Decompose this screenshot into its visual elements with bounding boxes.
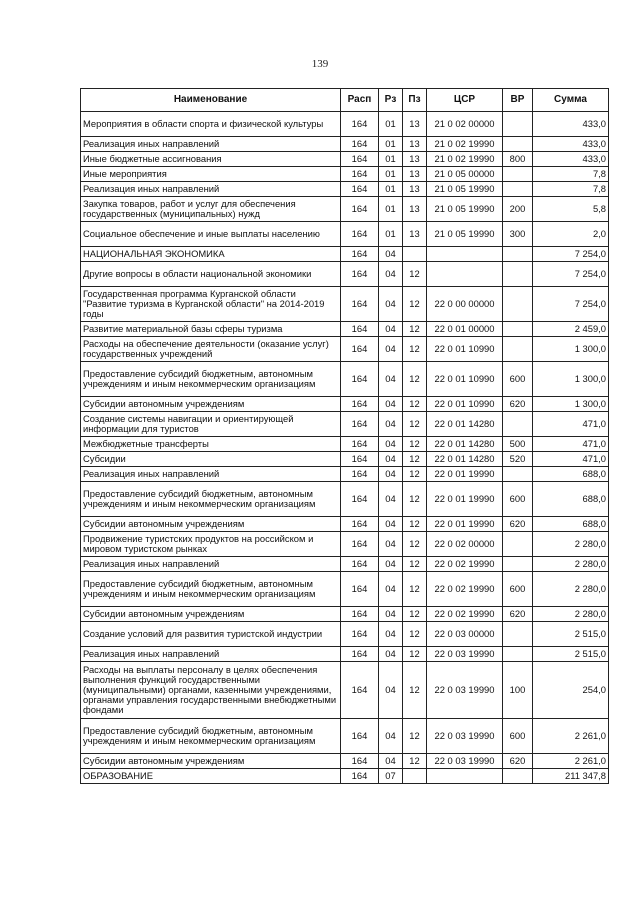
row-sum-cell: 2 261,0 xyxy=(533,754,609,769)
row-rasp-cell: 164 xyxy=(341,167,379,182)
row-name-cell: Создание системы навигации и ориентирующей информации для туристов xyxy=(81,412,341,437)
row-rz-cell: 04 xyxy=(379,647,403,662)
row-pz-cell: 13 xyxy=(403,222,427,247)
row-pz-cell: 12 xyxy=(403,397,427,412)
row-vr-cell xyxy=(503,647,533,662)
table-row xyxy=(81,197,609,222)
row-sum-cell: 2 280,0 xyxy=(533,607,609,622)
row-name-cell: Предоставление субсидий бюджетным, автономным учреждениям и иным некоммерческим организациям xyxy=(81,719,341,754)
row-csr-cell: 22 0 01 10990 xyxy=(427,337,503,362)
row-csr-cell: 22 0 01 19990 xyxy=(427,467,503,482)
row-rasp-cell: 164 xyxy=(341,452,379,467)
row-sum-cell: 2 280,0 xyxy=(533,572,609,607)
row-sum-cell: 433,0 xyxy=(533,112,609,137)
row-csr-cell: 22 0 03 19990 xyxy=(427,662,503,719)
row-csr-cell: 22 0 01 10990 xyxy=(427,362,503,397)
row-vr-cell xyxy=(503,337,533,362)
row-pz-cell: 12 xyxy=(403,412,427,437)
row-csr-cell: 22 0 01 14280 xyxy=(427,412,503,437)
row-vr-cell xyxy=(503,769,533,784)
row-vr-cell xyxy=(503,287,533,322)
row-csr-cell: 21 0 05 00000 xyxy=(427,167,503,182)
header-rz: Рз xyxy=(379,89,403,112)
table-row xyxy=(81,557,609,572)
row-csr-cell: 22 0 03 19990 xyxy=(427,754,503,769)
table-row xyxy=(81,262,609,287)
row-pz-cell: 12 xyxy=(403,337,427,362)
row-sum-cell: 1 300,0 xyxy=(533,397,609,412)
table-body xyxy=(81,112,609,784)
row-name-cell: Предоставление субсидий бюджетным, автономным учреждениям и иным некоммерческим организациям xyxy=(81,362,341,397)
row-pz-cell: 12 xyxy=(403,437,427,452)
row-name-cell: Создание условий для развития туристской индустрии xyxy=(81,622,341,647)
row-sum-cell: 2 280,0 xyxy=(533,557,609,572)
row-rz-cell: 04 xyxy=(379,452,403,467)
table-row xyxy=(81,182,609,197)
table-row xyxy=(81,719,609,754)
row-vr-cell xyxy=(503,167,533,182)
row-name-cell: Иные бюджетные ассигнования xyxy=(81,152,341,167)
row-rz-cell: 01 xyxy=(379,222,403,247)
row-rz-cell: 01 xyxy=(379,182,403,197)
row-vr-cell: 600 xyxy=(503,482,533,517)
row-pz-cell: 12 xyxy=(403,322,427,337)
row-vr-cell: 800 xyxy=(503,152,533,167)
row-vr-cell xyxy=(503,247,533,262)
row-rz-cell: 04 xyxy=(379,622,403,647)
row-pz-cell: 12 xyxy=(403,452,427,467)
row-rasp-cell: 164 xyxy=(341,572,379,607)
row-pz-cell xyxy=(403,769,427,784)
row-rasp-cell: 164 xyxy=(341,287,379,322)
row-pz-cell: 12 xyxy=(403,287,427,322)
row-csr-cell: 21 0 02 00000 xyxy=(427,112,503,137)
table-header-row xyxy=(81,89,609,112)
row-sum-cell: 1 300,0 xyxy=(533,362,609,397)
row-name-cell: Расходы на обеспечение деятельности (оказание услуг) государственных учреждений xyxy=(81,337,341,362)
row-vr-cell: 200 xyxy=(503,197,533,222)
row-sum-cell: 433,0 xyxy=(533,152,609,167)
row-name-cell: Субсидии автономным учреждениям xyxy=(81,607,341,622)
row-rasp-cell: 164 xyxy=(341,322,379,337)
row-pz-cell: 12 xyxy=(403,622,427,647)
row-pz-cell xyxy=(403,247,427,262)
table-row xyxy=(81,622,609,647)
row-vr-cell xyxy=(503,262,533,287)
row-rasp-cell: 164 xyxy=(341,532,379,557)
row-vr-cell xyxy=(503,412,533,437)
row-rasp-cell: 164 xyxy=(341,662,379,719)
row-rz-cell: 04 xyxy=(379,322,403,337)
row-csr-cell: 22 0 02 00000 xyxy=(427,532,503,557)
row-rz-cell: 01 xyxy=(379,112,403,137)
header-pz: Пз xyxy=(403,89,427,112)
row-rz-cell: 04 xyxy=(379,754,403,769)
row-vr-cell: 600 xyxy=(503,362,533,397)
row-csr-cell: 21 0 05 19990 xyxy=(427,182,503,197)
row-rz-cell: 04 xyxy=(379,337,403,362)
row-name-cell: Другие вопросы в области национальной экономики xyxy=(81,262,341,287)
table-row xyxy=(81,437,609,452)
row-name-cell: Субсидии автономным учреждениям xyxy=(81,397,341,412)
row-rasp-cell: 164 xyxy=(341,362,379,397)
row-pz-cell: 12 xyxy=(403,754,427,769)
row-name-cell: Государственная программа Курганской области "Развитие туризма в Курганской области" на 2014-2019 годы xyxy=(81,287,341,322)
row-csr-cell xyxy=(427,262,503,287)
row-name-cell: Закупка товаров, работ и услуг для обеспечения государственных (муниципальных) нужд xyxy=(81,197,341,222)
row-pz-cell: 12 xyxy=(403,607,427,622)
row-rz-cell: 04 xyxy=(379,719,403,754)
row-rz-cell: 07 xyxy=(379,769,403,784)
row-rasp-cell: 164 xyxy=(341,397,379,412)
row-pz-cell: 13 xyxy=(403,182,427,197)
row-pz-cell: 12 xyxy=(403,557,427,572)
row-pz-cell: 13 xyxy=(403,197,427,222)
table-row xyxy=(81,532,609,557)
row-vr-cell xyxy=(503,322,533,337)
table-row xyxy=(81,482,609,517)
row-rasp-cell: 164 xyxy=(341,719,379,754)
row-csr-cell: 22 0 00 00000 xyxy=(427,287,503,322)
row-rz-cell: 04 xyxy=(379,262,403,287)
row-rasp-cell: 164 xyxy=(341,517,379,532)
row-rz-cell: 04 xyxy=(379,362,403,397)
row-csr-cell: 22 0 03 19990 xyxy=(427,719,503,754)
row-rasp-cell: 164 xyxy=(341,622,379,647)
row-sum-cell: 2 515,0 xyxy=(533,622,609,647)
row-pz-cell: 12 xyxy=(403,647,427,662)
row-rz-cell: 01 xyxy=(379,137,403,152)
table-row xyxy=(81,662,609,719)
row-pz-cell: 12 xyxy=(403,467,427,482)
row-csr-cell: 21 0 02 19990 xyxy=(427,152,503,167)
row-csr-cell: 22 0 01 14280 xyxy=(427,437,503,452)
row-pz-cell: 12 xyxy=(403,662,427,719)
table-row xyxy=(81,152,609,167)
row-rz-cell: 01 xyxy=(379,167,403,182)
row-pz-cell: 12 xyxy=(403,517,427,532)
row-rasp-cell: 164 xyxy=(341,262,379,287)
row-rasp-cell: 164 xyxy=(341,467,379,482)
row-name-cell: Продвижение туристских продуктов на российском и мировом туристском рынках xyxy=(81,532,341,557)
row-sum-cell: 688,0 xyxy=(533,467,609,482)
table-row xyxy=(81,287,609,322)
row-name-cell: Субсидии автономным учреждениям xyxy=(81,754,341,769)
row-pz-cell: 12 xyxy=(403,572,427,607)
row-sum-cell: 211 347,8 xyxy=(533,769,609,784)
budget-table xyxy=(80,88,609,784)
row-rz-cell: 04 xyxy=(379,397,403,412)
table-row xyxy=(81,222,609,247)
table-row xyxy=(81,362,609,397)
row-name-cell: Реализация иных направлений xyxy=(81,557,341,572)
row-name-cell: Реализация иных направлений xyxy=(81,137,341,152)
table-row xyxy=(81,412,609,437)
row-sum-cell: 2 261,0 xyxy=(533,719,609,754)
row-rasp-cell: 164 xyxy=(341,769,379,784)
row-rasp-cell: 164 xyxy=(341,222,379,247)
row-vr-cell: 300 xyxy=(503,222,533,247)
row-rasp-cell: 164 xyxy=(341,437,379,452)
row-vr-cell: 620 xyxy=(503,397,533,412)
row-sum-cell: 2 515,0 xyxy=(533,647,609,662)
row-rz-cell: 04 xyxy=(379,287,403,322)
row-sum-cell: 7,8 xyxy=(533,167,609,182)
row-vr-cell xyxy=(503,557,533,572)
row-name-cell: НАЦИОНАЛЬНАЯ ЭКОНОМИКА xyxy=(81,247,341,262)
row-name-cell: Субсидии xyxy=(81,452,341,467)
row-name-cell: Предоставление субсидий бюджетным, автономным учреждениям и иным некоммерческим организациям xyxy=(81,482,341,517)
row-csr-cell xyxy=(427,769,503,784)
table-row xyxy=(81,137,609,152)
row-csr-cell: 22 0 03 00000 xyxy=(427,622,503,647)
row-sum-cell: 5,8 xyxy=(533,197,609,222)
header-csr: ЦСР xyxy=(427,89,503,112)
row-pz-cell: 13 xyxy=(403,112,427,137)
row-rz-cell: 04 xyxy=(379,572,403,607)
row-rz-cell: 04 xyxy=(379,517,403,532)
row-pz-cell: 12 xyxy=(403,262,427,287)
row-name-cell: Субсидии автономным учреждениям xyxy=(81,517,341,532)
row-name-cell: Развитие материальной базы сферы туризма xyxy=(81,322,341,337)
row-vr-cell: 600 xyxy=(503,572,533,607)
table-row xyxy=(81,167,609,182)
row-name-cell: Реализация иных направлений xyxy=(81,467,341,482)
header-sum: Сумма xyxy=(533,89,609,112)
row-csr-cell: 22 0 03 19990 xyxy=(427,647,503,662)
row-sum-cell: 688,0 xyxy=(533,482,609,517)
table-row xyxy=(81,337,609,362)
row-vr-cell xyxy=(503,137,533,152)
table-row xyxy=(81,769,609,784)
row-pz-cell: 13 xyxy=(403,167,427,182)
row-vr-cell xyxy=(503,622,533,647)
row-rasp-cell: 164 xyxy=(341,557,379,572)
row-name-cell: Реализация иных направлений xyxy=(81,647,341,662)
row-sum-cell: 254,0 xyxy=(533,662,609,719)
table-row xyxy=(81,647,609,662)
row-sum-cell: 7,8 xyxy=(533,182,609,197)
row-sum-cell: 2 280,0 xyxy=(533,532,609,557)
header-name: Наименование xyxy=(81,89,341,112)
row-rz-cell: 04 xyxy=(379,412,403,437)
row-vr-cell: 520 xyxy=(503,452,533,467)
header-rasp: Расп xyxy=(341,89,379,112)
row-rz-cell: 04 xyxy=(379,532,403,557)
row-pz-cell: 12 xyxy=(403,532,427,557)
row-rasp-cell: 164 xyxy=(341,647,379,662)
row-sum-cell: 471,0 xyxy=(533,437,609,452)
row-rasp-cell: 164 xyxy=(341,182,379,197)
row-csr-cell: 22 0 01 19990 xyxy=(427,517,503,532)
row-name-cell: Расходы на выплаты персоналу в целях обеспечения выполнения функций государственными (муниципальными) органами, казенными учреждениями, органами управления государственными внебюджетными фондами xyxy=(81,662,341,719)
row-sum-cell: 1 300,0 xyxy=(533,337,609,362)
row-rz-cell: 04 xyxy=(379,467,403,482)
row-sum-cell: 7 254,0 xyxy=(533,287,609,322)
row-rasp-cell: 164 xyxy=(341,337,379,362)
row-csr-cell: 21 0 05 19990 xyxy=(427,222,503,247)
table-row xyxy=(81,247,609,262)
row-csr-cell: 22 0 02 19990 xyxy=(427,607,503,622)
row-name-cell: Межбюджетные трансферты xyxy=(81,437,341,452)
row-sum-cell: 688,0 xyxy=(533,517,609,532)
table-row xyxy=(81,517,609,532)
row-rz-cell: 04 xyxy=(379,482,403,517)
table-row xyxy=(81,452,609,467)
row-csr-cell: 22 0 02 19990 xyxy=(427,572,503,607)
header-vr: ВР xyxy=(503,89,533,112)
row-rasp-cell: 164 xyxy=(341,482,379,517)
row-pz-cell: 13 xyxy=(403,137,427,152)
table-row xyxy=(81,572,609,607)
row-sum-cell: 7 254,0 xyxy=(533,247,609,262)
row-csr-cell: 22 0 01 10990 xyxy=(427,397,503,412)
row-name-cell: Мероприятия в области спорта и физической культуры xyxy=(81,112,341,137)
row-vr-cell xyxy=(503,467,533,482)
row-rasp-cell: 164 xyxy=(341,412,379,437)
row-vr-cell: 500 xyxy=(503,437,533,452)
row-rz-cell: 04 xyxy=(379,662,403,719)
table-row xyxy=(81,112,609,137)
row-rasp-cell: 164 xyxy=(341,112,379,137)
row-rz-cell: 04 xyxy=(379,557,403,572)
row-pz-cell: 12 xyxy=(403,362,427,397)
row-rasp-cell: 164 xyxy=(341,137,379,152)
row-rasp-cell: 164 xyxy=(341,754,379,769)
row-sum-cell: 2,0 xyxy=(533,222,609,247)
row-vr-cell xyxy=(503,182,533,197)
row-rz-cell: 04 xyxy=(379,607,403,622)
row-rasp-cell: 164 xyxy=(341,607,379,622)
row-pz-cell: 13 xyxy=(403,152,427,167)
table-row xyxy=(81,607,609,622)
row-vr-cell xyxy=(503,112,533,137)
row-rz-cell: 04 xyxy=(379,437,403,452)
row-pz-cell: 12 xyxy=(403,482,427,517)
row-name-cell: ОБРАЗОВАНИЕ xyxy=(81,769,341,784)
row-rasp-cell: 164 xyxy=(341,247,379,262)
row-vr-cell xyxy=(503,532,533,557)
row-csr-cell: 21 0 05 19990 xyxy=(427,197,503,222)
row-csr-cell xyxy=(427,247,503,262)
table-row xyxy=(81,467,609,482)
row-rasp-cell: 164 xyxy=(341,152,379,167)
row-csr-cell: 22 0 01 19990 xyxy=(427,482,503,517)
row-vr-cell: 620 xyxy=(503,517,533,532)
row-csr-cell: 21 0 02 19990 xyxy=(427,137,503,152)
row-rz-cell: 01 xyxy=(379,152,403,167)
row-rasp-cell: 164 xyxy=(341,197,379,222)
row-csr-cell: 22 0 01 14280 xyxy=(427,452,503,467)
row-name-cell: Иные мероприятия xyxy=(81,167,341,182)
row-sum-cell: 471,0 xyxy=(533,412,609,437)
row-pz-cell: 12 xyxy=(403,719,427,754)
row-sum-cell: 433,0 xyxy=(533,137,609,152)
row-vr-cell: 600 xyxy=(503,719,533,754)
row-vr-cell: 620 xyxy=(503,754,533,769)
table-row xyxy=(81,322,609,337)
row-rz-cell: 04 xyxy=(379,247,403,262)
table-row xyxy=(81,397,609,412)
row-rz-cell: 01 xyxy=(379,197,403,222)
page-number: 139 xyxy=(311,58,329,70)
row-sum-cell: 2 459,0 xyxy=(533,322,609,337)
row-name-cell: Реализация иных направлений xyxy=(81,182,341,197)
table-row xyxy=(81,754,609,769)
row-csr-cell: 22 0 01 00000 xyxy=(427,322,503,337)
row-csr-cell: 22 0 02 19990 xyxy=(427,557,503,572)
row-vr-cell: 620 xyxy=(503,607,533,622)
row-name-cell: Предоставление субсидий бюджетным, автономным учреждениям и иным некоммерческим организациям xyxy=(81,572,341,607)
row-name-cell: Социальное обеспечение и иные выплаты населению xyxy=(81,222,341,247)
row-vr-cell: 100 xyxy=(503,662,533,719)
row-sum-cell: 7 254,0 xyxy=(533,262,609,287)
row-sum-cell: 471,0 xyxy=(533,452,609,467)
